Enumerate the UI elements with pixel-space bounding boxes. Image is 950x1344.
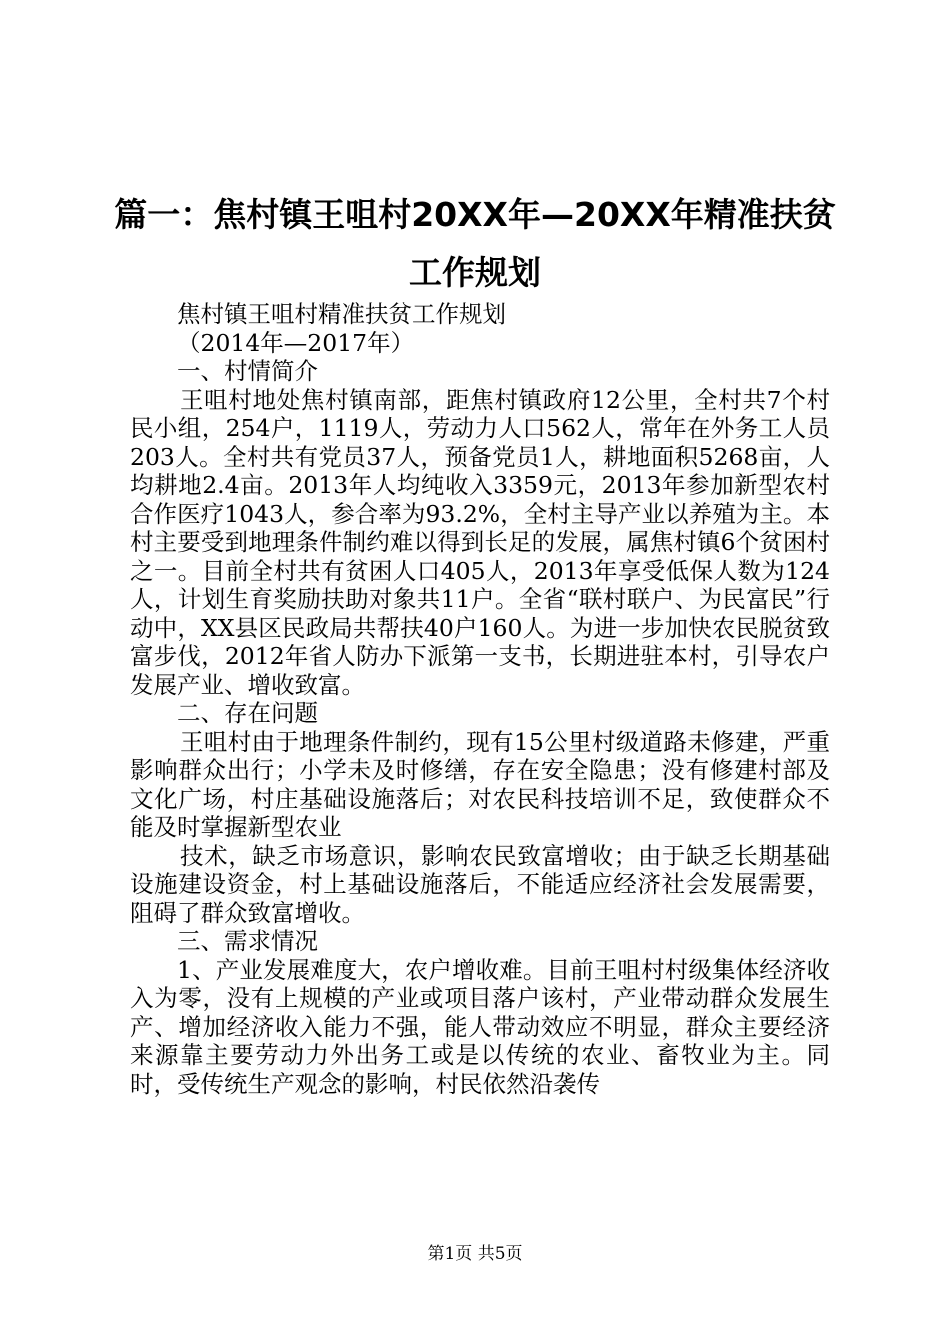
date-range: （2014年—2017年）	[177, 328, 415, 357]
page-footer: 第1页 共5页	[427, 1244, 523, 1264]
document-body	[130, 300, 830, 1098]
document-title: 篇一：焦村镇王咀村20XX年—20XX年精准扶贫工作规划	[114, 195, 836, 292]
section-heading-2: 二、存在问题	[177, 699, 318, 727]
subtitle: 焦村镇王咀村精准扶贫工作规划	[177, 300, 506, 328]
paragraph-needs-1: 1、产业发展难度大，农户增收难。目前王咀村村级集体经济收入为零，没有上规模的产业或项目落户该村，产业带动群众发展生产、增加经济收入能力不强，能人带动效应不明显，群众主要经济来源靠主要劳动力外出务工或是以传统的农业、畜牧业为主。同时，受传统生产观念的影响，村民依然沿袭传	[130, 955, 830, 1098]
paragraph-problems: 王咀村由于地理条件制约，现有15公里村级道路未修建，严重影响群众出行；小学未及时修缮，存在安全隐患；没有修建村部及文化广场，村庄基础设施落后；对农民科技培训不足，致使群众不能及时掌握新型农业	[130, 727, 830, 841]
section-heading-1: 一、村情简介	[177, 357, 318, 385]
paragraph-problems-continued: 技术，缺乏市场意识，影响农民致富增收；由于缺乏长期基础设施建设资金，村上基础设施落后，不能适应经济社会发展需要，阻碍了群众致富增收。	[130, 841, 830, 927]
section-heading-3: 三、需求情况	[177, 927, 318, 955]
paragraph-village-overview: 王咀村地处焦村镇南部，距焦村镇政府12公里，全村共7个村民小组，254户，1119人，劳动力人口562人，常年在外务工人员203人。全村共有党员37人，预备党员1人，耕地面积5268亩，人均耕地2.4亩。2013年人均纯收入3359元，2013年参加新型农村合作医疗1043人，参合率为93.2%，全村主导产业以养殖为主。本村主要受到地理条件制约难以得到长足的发展，属焦村镇6个贫困村之一。目前全村共有贫困人口405人，2013年享受低保人数为124人，计划生育奖励扶助对象共11户。全省“联村联户、为民富民”行动中，XX县区民政局共帮扶40户160人。为进一步加快农民脱贫致富步伐，2012年省人防办下派第一支书，长期进驻本村，引导农户发展产业、增收致富。	[130, 385, 830, 699]
